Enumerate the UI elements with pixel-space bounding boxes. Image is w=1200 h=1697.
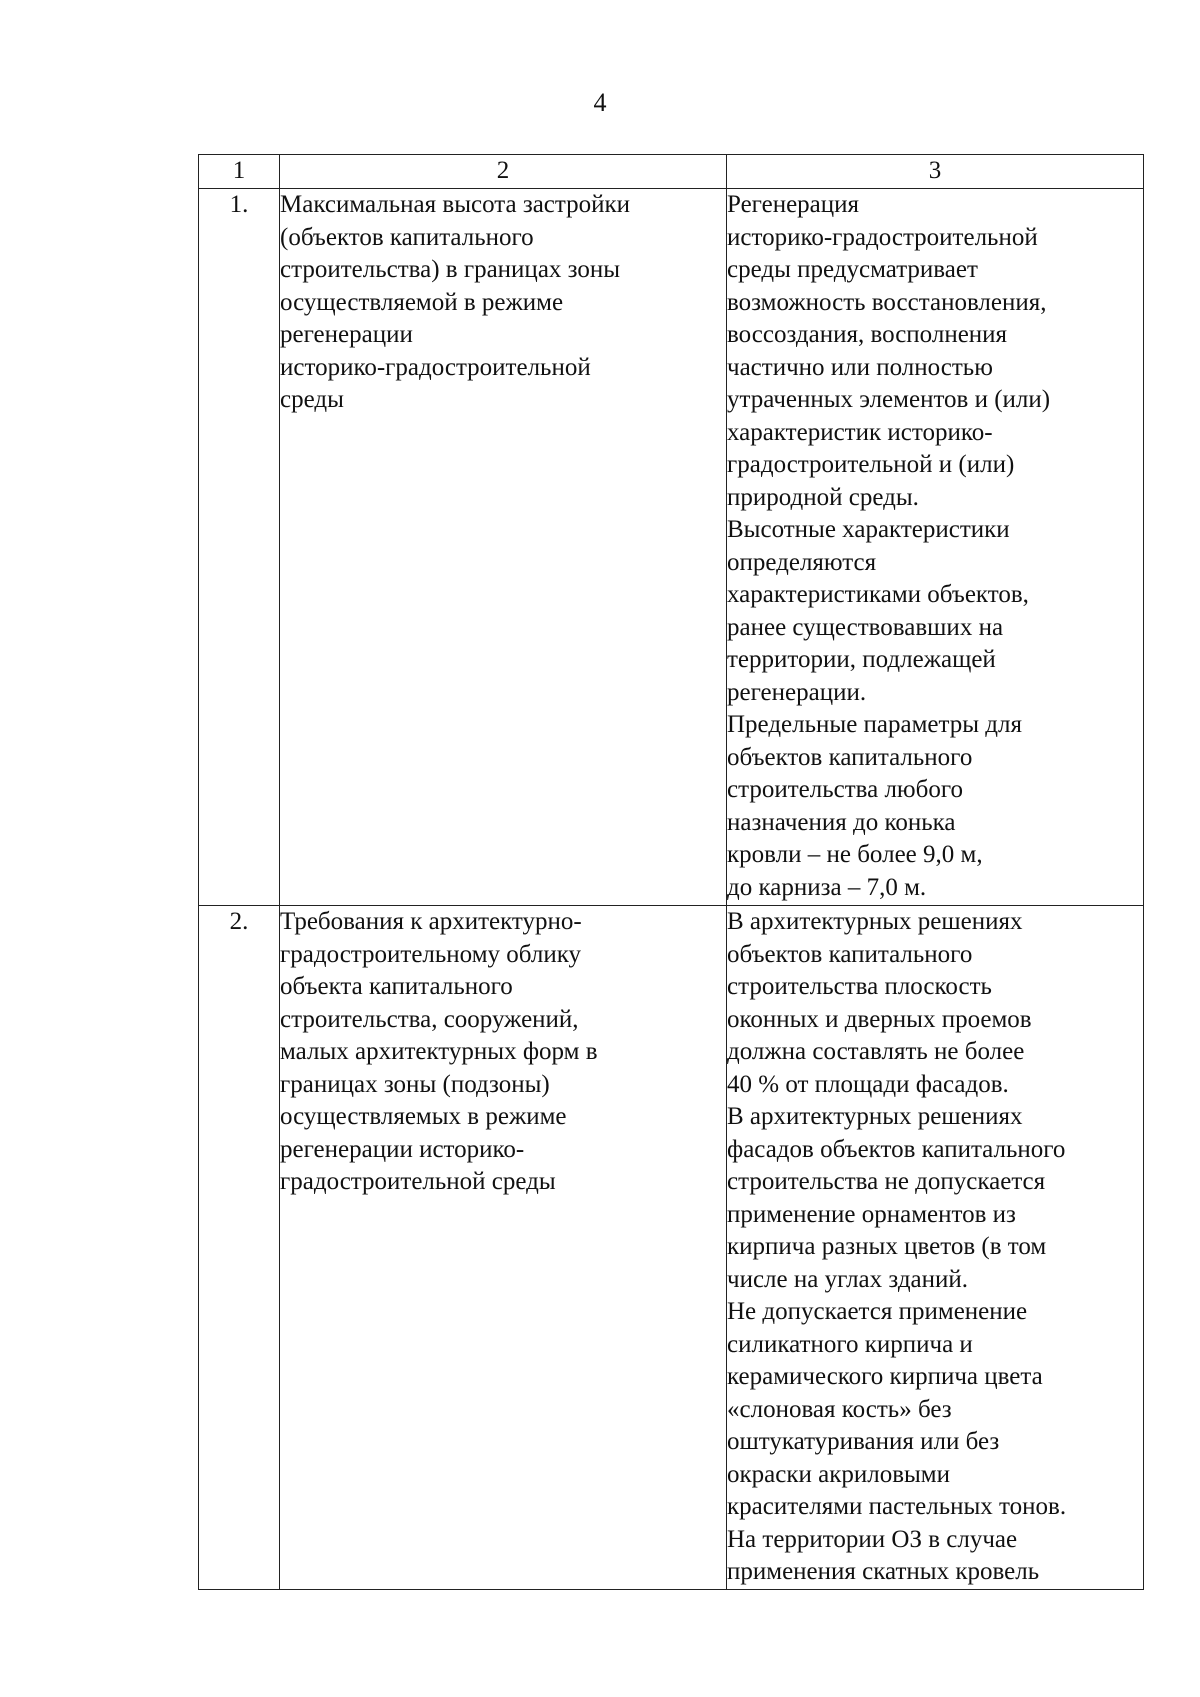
text-line: фасадов объектов капитального bbox=[727, 1135, 1066, 1163]
text-line: характеристик историко- bbox=[727, 418, 993, 446]
text-line: оштукатуривания или без bbox=[727, 1428, 1000, 1455]
table-row bbox=[199, 189, 1144, 906]
text-line: применение орнаментов из bbox=[727, 1200, 1016, 1228]
text-line: историко-градостроительной bbox=[727, 223, 1038, 251]
text-line: На территории ОЗ в случае bbox=[727, 1525, 1018, 1553]
column-header-parameter: 2 bbox=[280, 155, 727, 189]
text-line: Высотные характеристики bbox=[727, 516, 1010, 543]
text-line: красителями пастельных тонов. bbox=[727, 1493, 1067, 1520]
text-line: должна составлять не более bbox=[727, 1038, 1025, 1065]
text-line: объектов капитального bbox=[727, 940, 973, 968]
text-line: Требования к архитектурно- bbox=[280, 908, 582, 935]
text-line: малых архитектурных форм в bbox=[280, 1038, 598, 1065]
text-line: регенерации историко- bbox=[280, 1135, 525, 1163]
text-line: окраски акриловыми bbox=[727, 1460, 951, 1488]
text-line: утраченных элементов и (или) bbox=[727, 386, 1051, 413]
text-line: кирпича разных цветов (в том bbox=[727, 1233, 1047, 1260]
text-line: керамического кирпича цвета bbox=[727, 1363, 1043, 1390]
text-line: возможность восстановления, bbox=[727, 288, 1047, 316]
parameter-cell bbox=[280, 189, 727, 906]
text-line: строительства) в границах зоны bbox=[280, 256, 621, 283]
text-line: Предельные параметры для bbox=[727, 711, 1022, 738]
text-line: строительства, сооружений, bbox=[280, 1005, 579, 1033]
text-line: ранее существовавших на bbox=[727, 613, 1004, 641]
text-line: природной среды. bbox=[727, 483, 919, 511]
text-line: до карниза – 7,0 м. bbox=[727, 873, 927, 901]
text-line: характеристиками объектов, bbox=[727, 581, 1029, 608]
text-line: применения скатных кровель bbox=[727, 1558, 1040, 1585]
row-number: 1. bbox=[199, 189, 280, 906]
requirement-cell bbox=[727, 189, 1144, 906]
text-line: среды bbox=[280, 386, 344, 413]
text-line: (объектов капитального bbox=[280, 223, 534, 251]
text-line: территории, подлежащей bbox=[727, 646, 996, 673]
text-line: оконных и дверных проемов bbox=[727, 1005, 1032, 1033]
text-line: 40 % от площади фасадов. bbox=[727, 1070, 1009, 1098]
text-line: строительства плоскость bbox=[727, 973, 992, 1000]
text-line: градостроительному облику bbox=[280, 940, 582, 968]
text-line: воссоздания, восполнения bbox=[727, 321, 1008, 348]
text-line: регенерации. bbox=[727, 678, 867, 706]
column-header-requirement: 3 bbox=[727, 155, 1144, 189]
table-header-row bbox=[199, 155, 1144, 189]
text-line: регенерации bbox=[280, 321, 413, 348]
text-line: силикатного кирпича и bbox=[727, 1330, 973, 1358]
text-line: кровли – не более 9,0 м, bbox=[727, 841, 983, 868]
text-line: объекта капитального bbox=[280, 973, 513, 1000]
text-line: строительства не допускается bbox=[727, 1168, 1046, 1195]
text-line: строительства любого bbox=[727, 776, 963, 803]
text-line: градостроительной среды bbox=[280, 1168, 556, 1195]
text-line: Максимальная высота застройки bbox=[280, 191, 631, 218]
text-line: Регенерация bbox=[727, 191, 860, 218]
text-line: историко-градостроительной bbox=[280, 353, 591, 381]
page-number: 4 bbox=[593, 88, 607, 117]
text-line: числе на углах зданий. bbox=[727, 1265, 969, 1293]
text-line: В архитектурных решениях bbox=[727, 1103, 1023, 1130]
text-line: «слоновая кость» без bbox=[727, 1395, 952, 1423]
text-line: осуществляемой в режиме bbox=[280, 288, 564, 316]
text-line: градостроительной и (или) bbox=[727, 451, 1015, 478]
text-line: назначения до конька bbox=[727, 808, 956, 836]
text-line: частично или полностью bbox=[727, 353, 993, 381]
text-line: границах зоны (подзоны) bbox=[280, 1070, 550, 1098]
text-line: среды предусматривает bbox=[727, 256, 978, 283]
text-line: осуществляемых в режиме bbox=[280, 1103, 567, 1130]
text-line: объектов капитального bbox=[727, 743, 973, 771]
text-line: В архитектурных решениях bbox=[727, 908, 1023, 935]
regulations-table bbox=[198, 154, 1144, 1590]
text-line: Не допускается применение bbox=[727, 1298, 1028, 1325]
requirement-cell bbox=[727, 906, 1144, 1590]
parameter-cell bbox=[280, 906, 727, 1590]
text-line: определяются bbox=[727, 548, 877, 576]
column-header-number: 1 bbox=[199, 155, 280, 189]
table-row bbox=[199, 906, 1144, 1590]
row-number: 2. bbox=[199, 906, 280, 1590]
